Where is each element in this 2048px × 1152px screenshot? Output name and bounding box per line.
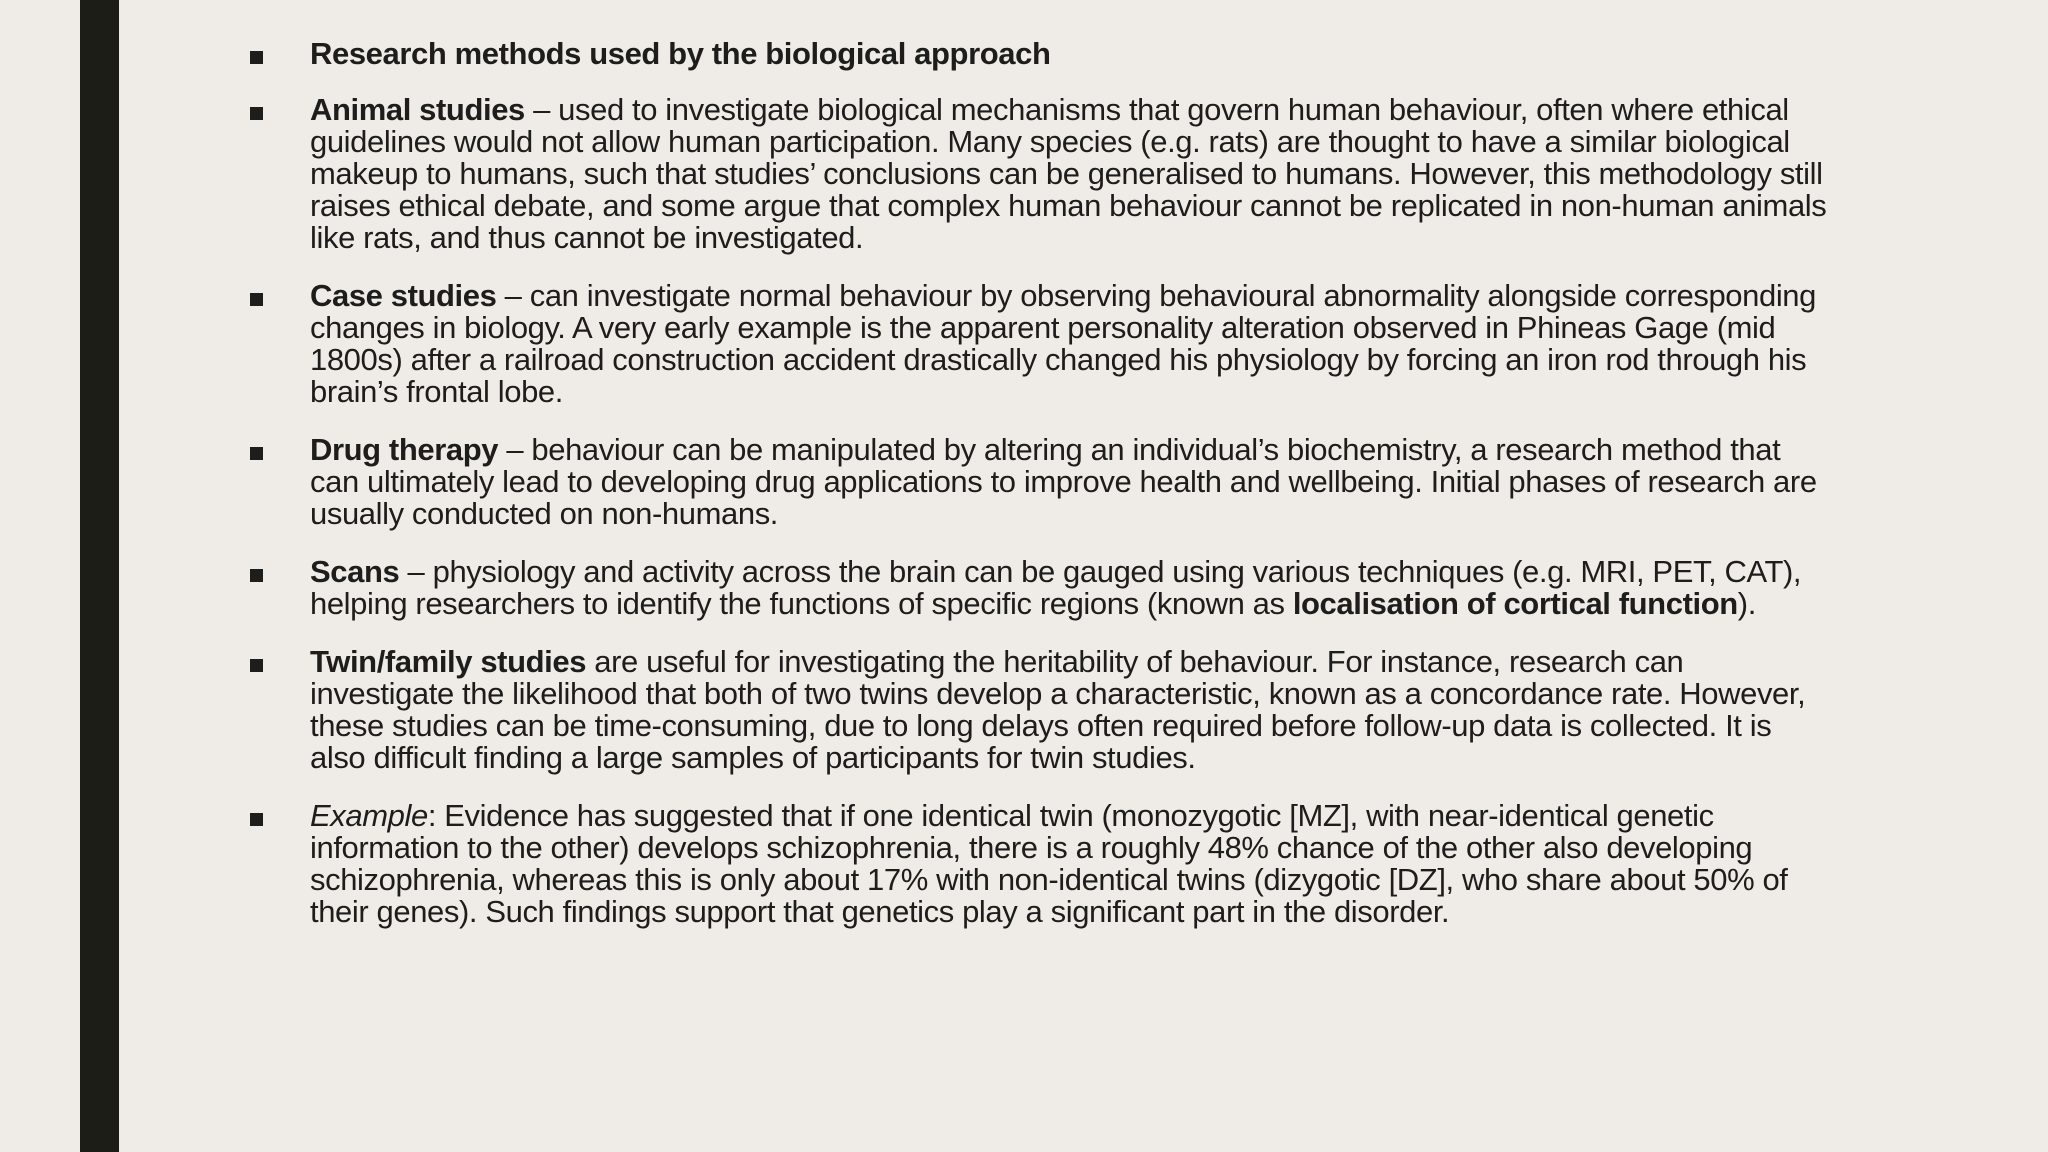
item-tail: ). <box>1737 586 1756 621</box>
list-item-animal-studies <box>248 94 1828 254</box>
item-heading: Case studies <box>310 278 497 313</box>
square-bullet-icon <box>250 293 263 306</box>
item-heading: Drug therapy <box>310 432 499 467</box>
item-label: Example <box>310 798 428 833</box>
list-item-scans <box>248 556 1828 620</box>
item-text: – used to investigate biological mechanisms that govern human behaviour, often where ethical guidelines would not allow human participation. Many species (e.g. rats) are thought to have a similar biological makeup to humans, such that studies’ conclusions can be generalised to humans. However, this methodology still raises ethical debate, and some argue that complex human behaviour cannot be replicated in non-human animals like rats, and thus cannot be investigated. <box>310 92 1827 255</box>
list-item-example <box>248 800 1828 928</box>
item-heading: Twin/family studies <box>310 644 587 679</box>
item-emphasis: localisation of cortical function <box>1292 586 1738 621</box>
square-bullet-icon <box>250 447 263 460</box>
slide-title: Research methods used by the biological approach <box>310 36 1051 71</box>
item-heading: Animal studies <box>310 92 525 127</box>
side-accent-bar <box>80 0 119 1152</box>
item-text: – can investigate normal behaviour by observing behavioural abnormality alongside corresponding changes in biology. A very early example is the apparent personality alteration observed in Phineas Gage (mid 1800s) after a railroad construction accident drastically changed his physiology by forcing an iron rod through his brain’s frontal lobe. <box>310 278 1816 409</box>
item-text: are useful for investigating the heritability of behaviour. For instance, research can investigate the likelihood that both of two twins develop a characteristic, known as a concordance rate. However, these studies can be time-consuming, due to long delays often required before follow-up data is collected. It is also difficult finding a large samples of participants for twin studies. <box>310 644 1806 775</box>
item-text: – physiology and activity across the brain can be gauged using various techniques (e.g. MRI, PET, CAT), helping researchers to identify the functions of specific regions (known as <box>310 554 1802 621</box>
square-bullet-icon <box>250 659 263 672</box>
item-text: – behaviour can be manipulated by altering an individual’s biochemistry, a research method that can ultimately lead to developing drug applications to improve health and wellbeing. Initial phases of research are usually conducted on non-humans. <box>310 432 1817 531</box>
list-item-drug-therapy <box>248 434 1828 530</box>
square-bullet-icon <box>250 813 263 826</box>
bullet-list <box>248 38 1828 954</box>
list-item-case-studies <box>248 280 1828 408</box>
list-item-twin-family-studies <box>248 646 1828 774</box>
item-text: : Evidence has suggested that if one identical twin (monozygotic [MZ], with near-identical genetic information to the other) develops schizophrenia, there is a roughly 48% chance of the other also developing schizophrenia, whereas this is only about 17% with non-identical twins (dizygotic [DZ], who share about 50% of their genes). Such findings support that genetics play a significant part in the disorder. <box>310 798 1788 929</box>
square-bullet-icon <box>250 51 263 64</box>
square-bullet-icon <box>250 569 263 582</box>
item-heading: Scans <box>310 554 400 589</box>
list-item-title <box>248 38 1828 70</box>
square-bullet-icon <box>250 107 263 120</box>
